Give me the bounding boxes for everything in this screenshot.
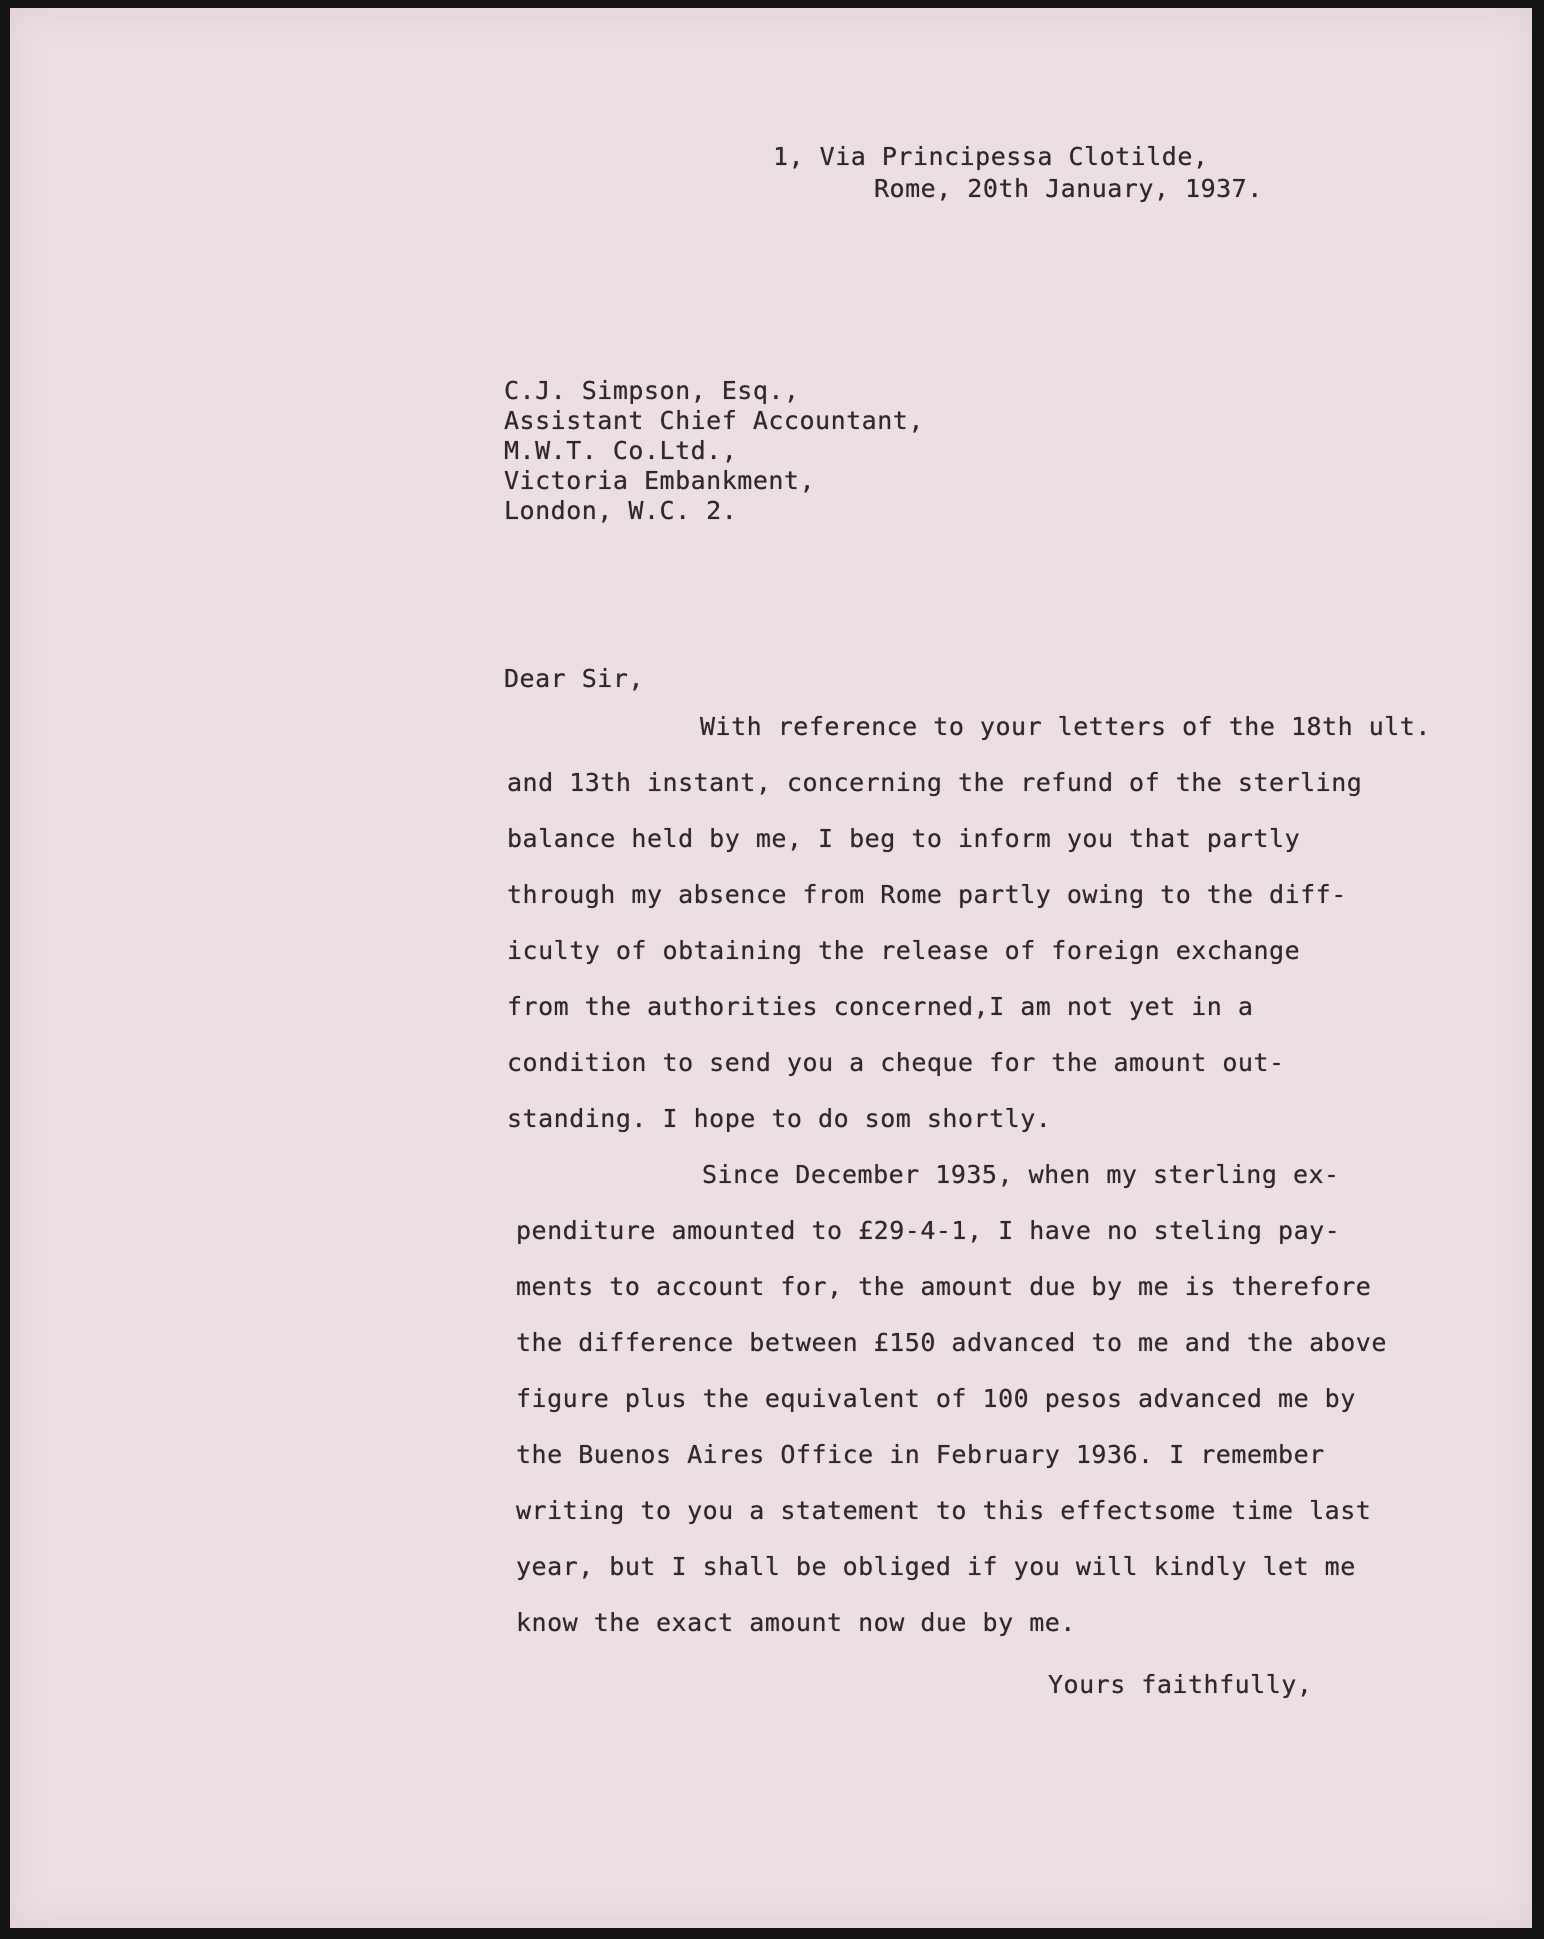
body-line: writing to you a statement to this effectsome time last bbox=[516, 1496, 1372, 1525]
body-line: year, but I shall be obliged if you will kindly let me bbox=[516, 1552, 1356, 1581]
letter-page bbox=[10, 8, 1532, 1928]
recipient-company: M.W.T. Co.Ltd., bbox=[504, 436, 738, 465]
body-line: balance held by me, I beg to inform you that partly bbox=[507, 824, 1301, 853]
recipient-city: London, W.C. 2. bbox=[504, 496, 738, 525]
body-line: from the authorities concerned,I am not yet in a bbox=[507, 992, 1254, 1021]
body-line: Since December 1935, when my sterling ex- bbox=[702, 1160, 1340, 1189]
body-line: condition to send you a cheque for the amount out- bbox=[507, 1048, 1285, 1077]
body-line: through my absence from Rome partly owing to the diff- bbox=[507, 880, 1347, 909]
body-line: standing. I hope to do som shortly. bbox=[507, 1104, 1052, 1133]
body-line: penditure amounted to £29-4-1, I have no steling pay- bbox=[516, 1216, 1341, 1245]
sender-date-line: Rome, 20th January, 1937. bbox=[874, 174, 1263, 203]
body-line: iculty of obtaining the release of foreign exchange bbox=[507, 936, 1301, 965]
recipient-name: C.J. Simpson, Esq., bbox=[504, 376, 800, 405]
closing: Yours faithfully, bbox=[1048, 1670, 1313, 1699]
recipient-street: Victoria Embankment, bbox=[504, 466, 816, 495]
body-line: know the exact amount now due by me. bbox=[516, 1608, 1076, 1637]
body-line: the difference between £150 advanced to me and the above bbox=[516, 1328, 1387, 1357]
recipient-title: Assistant Chief Accountant, bbox=[504, 406, 924, 435]
body-line: the Buenos Aires Office in February 1936. I remember bbox=[516, 1440, 1325, 1469]
body-line: With reference to your letters of the 18th ult. bbox=[700, 712, 1431, 741]
body-line: and 13th instant, concerning the refund of the sterling bbox=[507, 768, 1363, 797]
salutation: Dear Sir, bbox=[504, 664, 644, 693]
body-line: ments to account for, the amount due by me is therefore bbox=[516, 1272, 1372, 1301]
sender-address-line: 1, Via Principessa Clotilde, bbox=[773, 142, 1209, 171]
body-line: figure plus the equivalent of 100 pesos advanced me by bbox=[516, 1384, 1356, 1413]
